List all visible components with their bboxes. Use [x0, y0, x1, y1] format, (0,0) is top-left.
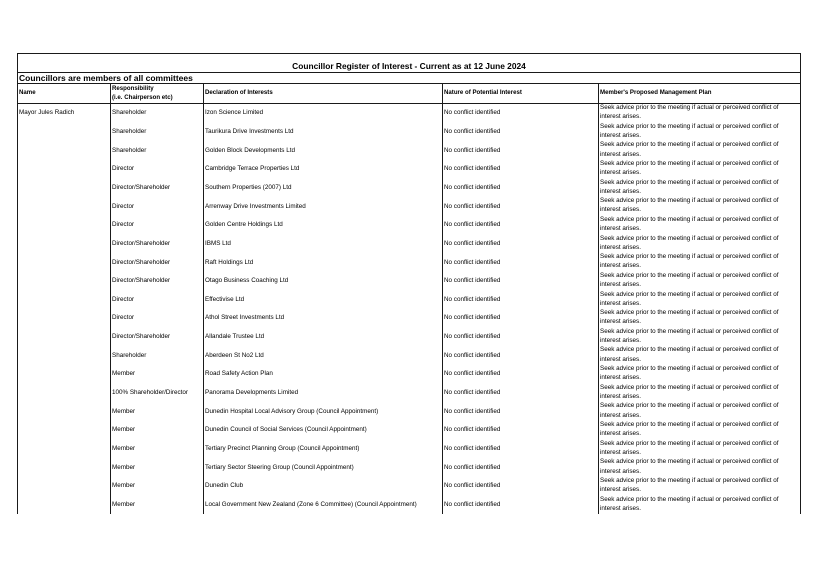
table-row	[0, 235, 818, 254]
management-plan-cell: Seek advice prior to the meeting if actual or perceived conflict of interest arises.	[600, 439, 779, 456]
management-plan-cell: Seek advice prior to the meeting if actual or perceived conflict of interest arises.	[600, 122, 779, 139]
table-row	[0, 141, 818, 160]
nature-cell: No conflict identified	[444, 333, 501, 341]
declaration-cell: Aberdeen St No2 Ltd	[205, 351, 264, 359]
nature-cell: No conflict identified	[444, 500, 501, 508]
responsibility-cell: Member	[112, 426, 136, 434]
responsibility-cell: Shareholder	[112, 351, 147, 359]
header-name-label: Name	[19, 89, 36, 97]
declaration-cell: Southern Properties (2007) Ltd	[205, 183, 292, 191]
table-row	[0, 272, 818, 291]
management-plan-cell: Seek advice prior to the meeting if actual or perceived conflict of interest arises.	[600, 141, 779, 158]
nature-cell: No conflict identified	[444, 389, 501, 397]
declaration-cell: Dunedin Club	[205, 482, 244, 490]
responsibility-cell: Member	[112, 500, 136, 508]
responsibility-cell: Director	[112, 202, 135, 210]
table-row	[0, 160, 818, 179]
table-row	[0, 458, 818, 477]
responsibility-cell: Director	[112, 295, 135, 303]
declaration-cell: Dunedin Hospital Local Advisory Group (Council Appointment)	[205, 407, 379, 415]
declaration-cell: Taurikura Drive Investments Ltd	[205, 127, 294, 135]
management-plan-cell: Seek advice prior to the meeting if actual or perceived conflict of interest arises.	[600, 365, 779, 382]
table-row	[0, 496, 818, 515]
management-plan-cell: Seek advice prior to the meeting if actual or perceived conflict of interest arises.	[600, 495, 779, 512]
management-plan-cell: Seek advice prior to the meeting if actual or perceived conflict of interest arises.	[600, 421, 779, 438]
nature-cell: No conflict identified	[444, 202, 501, 210]
nature-cell: No conflict identified	[444, 314, 501, 322]
nature-cell: No conflict identified	[444, 258, 501, 266]
table-row	[0, 402, 818, 421]
table-row	[0, 197, 818, 216]
declaration-cell: Panorama Developments Limited	[205, 389, 299, 397]
nature-cell: No conflict identified	[444, 127, 501, 135]
table-row	[0, 291, 818, 310]
responsibility-cell: Shareholder	[112, 109, 147, 117]
header-nature-label: Nature of Potential Interest	[444, 89, 522, 97]
responsibility-cell: Director	[112, 314, 135, 322]
declaration-cell: Effectivise Ltd	[205, 295, 245, 303]
nature-cell: No conflict identified	[444, 370, 501, 378]
management-plan-cell: Seek advice prior to the meeting if actual or perceived conflict of interest arises.	[600, 327, 779, 344]
responsibility-cell: Director/Shareholder	[112, 333, 171, 341]
nature-cell: No conflict identified	[444, 109, 501, 117]
responsibility-cell: Director/Shareholder	[112, 258, 171, 266]
declaration-cell: IBMS Ltd	[205, 239, 231, 247]
declaration-cell: Tertiary Precinct Planning Group (Council Appointment)	[205, 445, 360, 452]
table-row	[0, 253, 818, 272]
management-plan-cell: Seek advice prior to the meeting if actual or perceived conflict of interest arises.	[600, 477, 779, 494]
header-responsibility-label: Responsibility	[112, 85, 154, 92]
declaration-cell: Arrenway Drive Investments Limited	[205, 202, 306, 210]
management-plan-cell: Seek advice prior to the meeting if actual or perceived conflict of interest arises.	[600, 402, 779, 419]
responsibility-cell: Shareholder	[112, 146, 147, 154]
nature-cell: No conflict identified	[444, 221, 501, 229]
management-plan-cell: Seek advice prior to the meeting if actual or perceived conflict of interest arises.	[600, 271, 779, 289]
nature-cell: No conflict identified	[444, 426, 501, 434]
declaration-cell: Local Government New Zealand (Zone 6 Committee) (Council Appointment)	[205, 500, 417, 508]
table-row	[0, 328, 818, 347]
responsibility-cell: Member	[112, 482, 136, 490]
management-plan-cell: Seek advice prior to the meeting if actual or perceived conflict of interest arises.	[600, 234, 779, 251]
nature-cell: No conflict identified	[444, 463, 501, 471]
nature-cell: No conflict identified	[444, 445, 501, 452]
declaration-cell: Dunedin Council of Social Services (Council Appointment)	[205, 426, 367, 434]
responsibility-cell: 100% Shareholder/Director	[112, 389, 188, 397]
responsibility-cell: Director/Shareholder	[112, 239, 171, 247]
management-plan-cell: Seek advice prior to the meeting if actual or perceived conflict of interest arises.	[600, 290, 779, 307]
responsibility-cell: Director	[112, 165, 135, 173]
responsibility-cell: Director/Shareholder	[112, 277, 171, 285]
header-responsibility-hint: (i.e. Chairperson etc)	[112, 93, 173, 101]
declaration-cell: Raft Holdings Ltd	[205, 258, 254, 266]
management-plan-cell: Seek advice prior to the meeting if actual or perceived conflict of interest arises.	[600, 178, 779, 195]
nature-cell: No conflict identified	[444, 407, 501, 415]
name-cell: Mayor Jules Radich	[19, 109, 75, 117]
table-row	[0, 216, 818, 235]
table-row	[0, 123, 818, 142]
management-plan-cell: Seek advice prior to the meeting if actual or perceived conflict of interest arises.	[600, 197, 779, 214]
responsibility-cell: Shareholder	[112, 127, 147, 135]
declaration-cell: Tertiary Sector Steering Group (Council Appointment)	[205, 463, 354, 471]
declaration-cell: Otago Business Coaching Ltd	[205, 277, 289, 285]
declaration-cell: Cambridge Terrace Properties Ltd	[205, 165, 300, 173]
header-management-plan-label: Member's Proposed Management Plan	[600, 89, 712, 97]
declaration-cell: Golden Block Developments Ltd	[205, 146, 295, 154]
management-plan-cell: Seek advice prior to the meeting if actual or perceived conflict of interest arises.	[600, 253, 779, 270]
table-row	[0, 477, 818, 496]
committee-note: Councillors are members of all committees	[19, 72, 193, 83]
declaration-cell: Athol Street Investments Ltd	[205, 314, 285, 322]
nature-cell: No conflict identified	[444, 146, 501, 154]
table-row	[0, 309, 818, 328]
declaration-cell: Golden Centre Holdings Ltd	[205, 221, 283, 229]
table-row	[0, 104, 818, 123]
nature-cell: No conflict identified	[444, 351, 501, 359]
management-plan-cell: Seek advice prior to the meeting if actual or perceived conflict of interest arises.	[600, 309, 779, 326]
nature-cell: No conflict identified	[444, 295, 501, 303]
responsibility-cell: Director	[112, 221, 135, 229]
responsibility-cell: Member	[112, 407, 136, 415]
responsibility-cell: Director/Shareholder	[112, 183, 171, 191]
declaration-cell: Izon Science Limited	[205, 109, 264, 117]
responsibility-cell: Member	[112, 445, 136, 452]
nature-cell: No conflict identified	[444, 239, 501, 247]
register-title: Councillor Register of Interest - Current as at 12 June 2024	[292, 61, 526, 71]
table-row	[0, 384, 818, 403]
nature-cell: No conflict identified	[444, 165, 501, 173]
table-row	[0, 365, 818, 384]
management-plan-cell: Seek advice prior to the meeting if actual or perceived conflict of interest arises.	[600, 159, 779, 177]
management-plan-cell: Seek advice prior to the meeting if actual or perceived conflict of interest arises.	[600, 458, 779, 475]
management-plan-cell: Seek advice prior to the meeting if actual or perceived conflict of interest arises.	[600, 383, 779, 400]
declaration-cell: Allandale Trustee Ltd	[205, 333, 265, 341]
nature-cell: No conflict identified	[444, 277, 501, 285]
nature-cell: No conflict identified	[444, 183, 501, 191]
responsibility-cell: Member	[112, 463, 136, 471]
management-plan-cell: Seek advice prior to the meeting if actual or perceived conflict of interest arises.	[600, 215, 779, 233]
header-declaration-label: Declaration of Interests	[205, 89, 273, 97]
nature-cell: No conflict identified	[444, 482, 501, 490]
responsibility-cell: Member	[112, 370, 136, 378]
management-plan-cell: Seek advice prior to the meeting if actual or perceived conflict of interest arises.	[600, 346, 779, 363]
table-row	[0, 421, 818, 440]
table-row	[0, 346, 818, 365]
management-plan-cell: Seek advice prior to the meeting if actual or perceived conflict of interest arises.	[600, 104, 779, 121]
table-row	[0, 440, 818, 459]
table-row	[0, 179, 818, 198]
declaration-cell: Road Safety Action Plan	[205, 370, 273, 378]
